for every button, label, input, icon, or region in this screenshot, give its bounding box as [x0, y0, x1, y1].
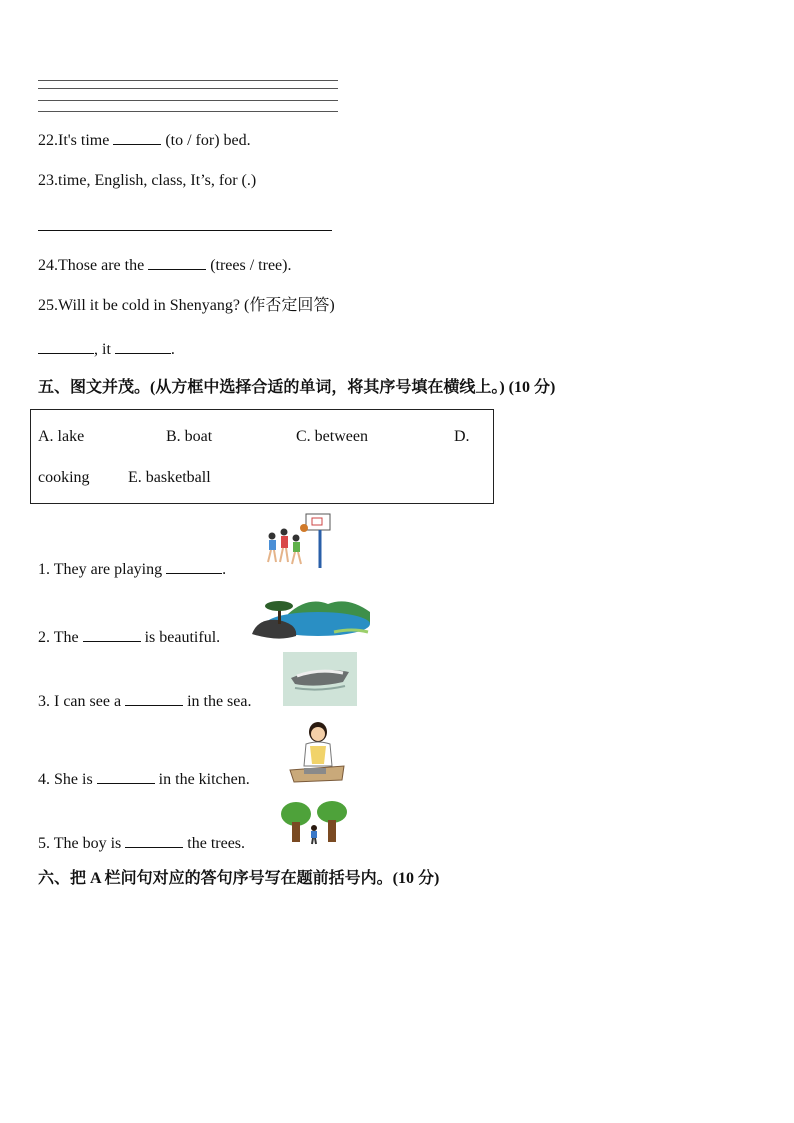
lake-scene-icon	[248, 594, 372, 642]
question-24-blank[interactable]	[148, 255, 206, 270]
question-22-blank[interactable]	[113, 130, 161, 145]
boat-icon	[283, 652, 357, 706]
question-24-suffix: (trees / tree).	[206, 257, 292, 274]
question-25-blank-2[interactable]	[115, 339, 171, 354]
option-d-label: D.	[454, 428, 470, 445]
question-25-answer-end: .	[170, 341, 175, 358]
picture-item-4-blank[interactable]	[97, 769, 155, 784]
question-25-answer-mid: , it	[94, 341, 115, 358]
picture-item-1-suffix: .	[222, 561, 227, 578]
boy-between-trees-icon	[280, 800, 348, 846]
picture-item-4	[38, 769, 250, 790]
question-22-suffix: (to / for) bed.	[161, 132, 251, 149]
question-22	[38, 130, 251, 151]
option-a: A. lake	[38, 428, 85, 445]
option-d-word: cooking	[38, 469, 90, 486]
picture-item-2-suffix: is beautiful.	[140, 629, 221, 646]
picture-item-5	[38, 833, 245, 854]
picture-item-1-blank[interactable]	[166, 559, 222, 574]
picture-item-1	[38, 559, 226, 580]
picture-item-4-prefix: 4. She is	[38, 771, 97, 788]
question-24-prefix: 24.Those are the	[38, 257, 149, 274]
answer-line-2[interactable]	[38, 88, 338, 89]
basketball-players-icon	[260, 512, 334, 572]
answer-line-3[interactable]	[38, 100, 338, 101]
question-24	[38, 255, 291, 276]
question-23-answer-line[interactable]	[38, 230, 332, 231]
question-25-blank-1[interactable]	[38, 339, 94, 354]
cooking-girl-icon	[286, 720, 348, 784]
picture-item-1-prefix: 1. They are playing	[38, 561, 167, 578]
picture-item-5-suffix: the trees.	[183, 835, 246, 852]
picture-item-3-prefix: 3. I can see a	[38, 693, 126, 710]
word-bank-box	[30, 409, 494, 504]
option-b: B. boat	[166, 428, 213, 445]
answer-line-4[interactable]	[38, 111, 338, 112]
picture-item-3-blank[interactable]	[125, 691, 183, 706]
picture-item-2-prefix: 2. The	[38, 629, 83, 646]
picture-item-2	[38, 627, 220, 648]
question-25-answer	[38, 339, 175, 360]
picture-item-5-prefix: 5. The boy is	[38, 835, 126, 852]
picture-item-3-suffix: in the sea.	[183, 693, 252, 710]
answer-line-1[interactable]	[38, 80, 338, 81]
question-22-prefix: 22.It's time	[38, 132, 114, 149]
picture-item-2-blank[interactable]	[83, 627, 141, 642]
section-5-heading: 五、图文并茂。(从方框中选择合适的单词，将其序号填在横线上。) (10 分)	[38, 379, 556, 396]
picture-item-5-blank[interactable]	[125, 833, 183, 848]
option-e: E. basketball	[128, 469, 211, 486]
question-23: 23.time, English, class, It’s, for (.)	[38, 172, 257, 189]
picture-item-4-suffix: in the kitchen.	[154, 771, 250, 788]
question-25: 25.Will it be cold in Shenyang? (作否定回答)	[38, 297, 335, 314]
option-c: C. between	[296, 428, 368, 445]
picture-item-3	[38, 691, 251, 712]
section-6-heading: 六、把 A 栏问句对应的答句序号写在题前括号内。(10 分)	[38, 870, 440, 887]
